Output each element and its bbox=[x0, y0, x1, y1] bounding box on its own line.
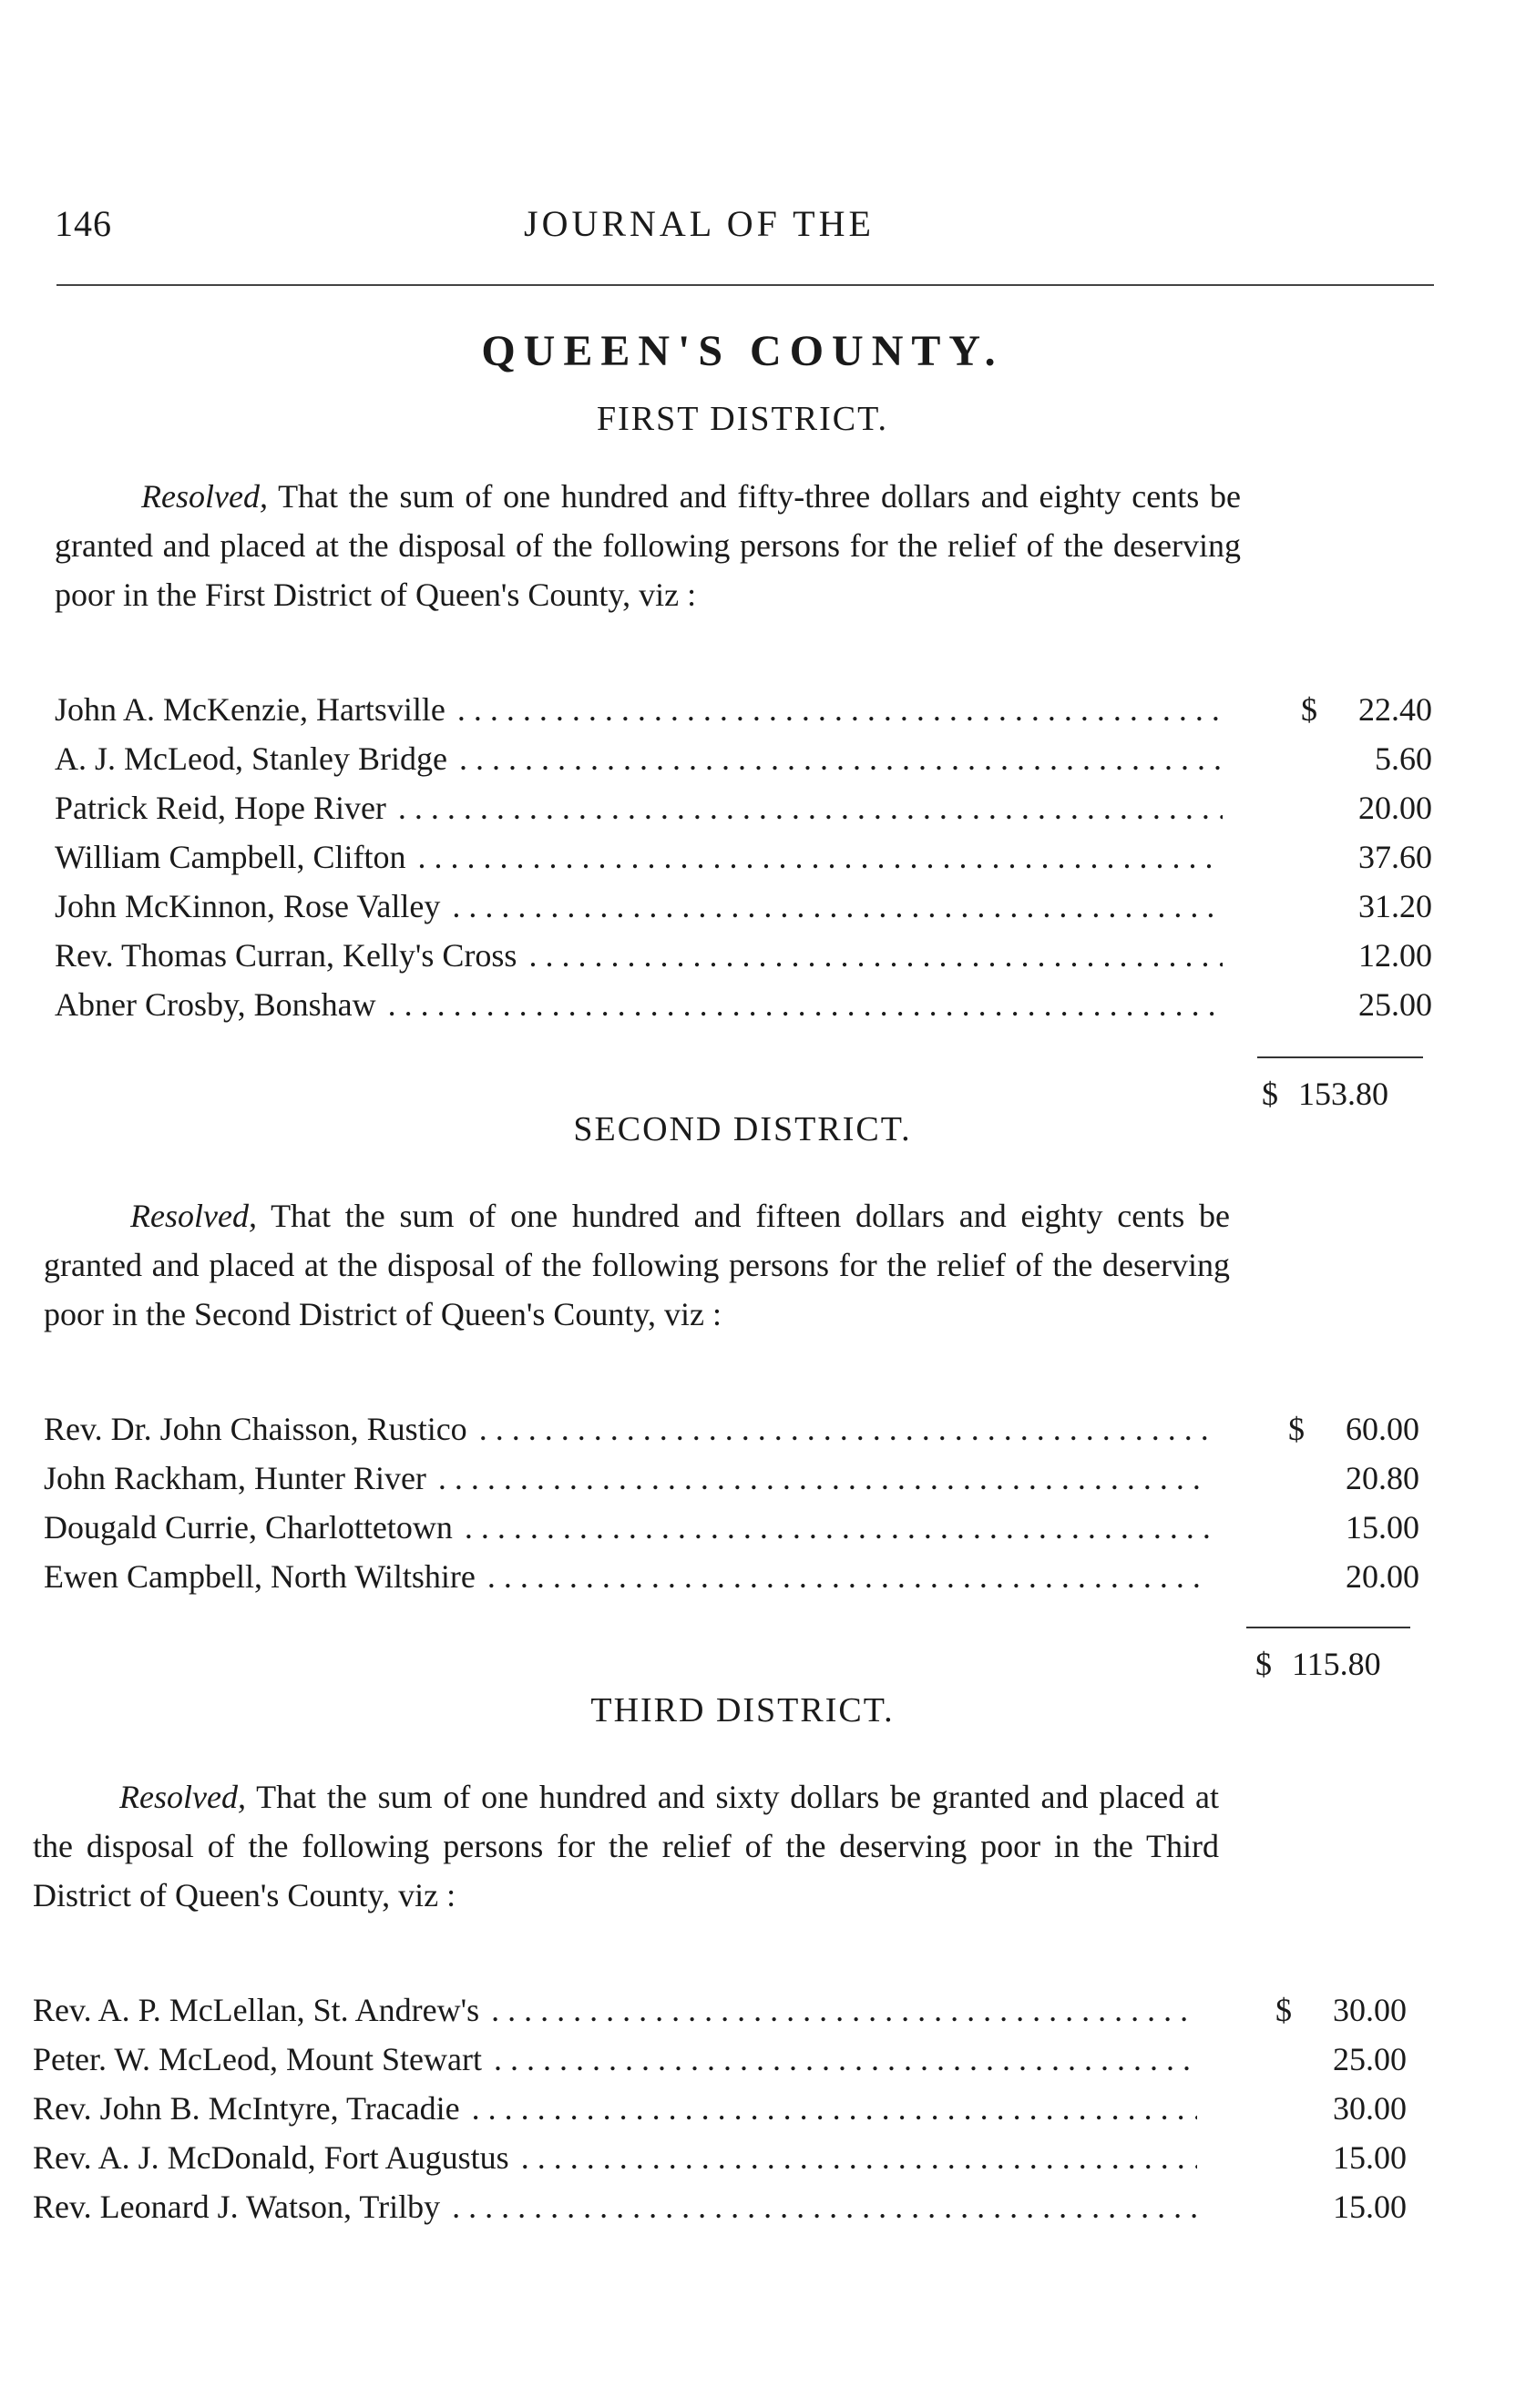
resolved-word: Resolved, bbox=[119, 1779, 246, 1815]
list-item bbox=[55, 838, 1432, 883]
amount: 15.00 bbox=[1346, 1509, 1419, 1546]
list-item bbox=[55, 740, 1432, 785]
recipient-name: Ewen Campbell, North Wiltshire bbox=[44, 1558, 479, 1595]
amount: 5.60 bbox=[1375, 740, 1432, 777]
list-item bbox=[33, 2040, 1407, 2086]
currency-symbol: $ bbox=[1288, 1411, 1305, 1447]
recipient-name: Abner Crosby, Bonshaw bbox=[55, 986, 380, 1023]
list-item bbox=[44, 1459, 1419, 1505]
list-item bbox=[33, 2188, 1407, 2233]
recipient-name: A. J. McLeod, Stanley Bridge bbox=[55, 740, 451, 777]
recipient-name: Rev. Thomas Curran, Kelly's Cross bbox=[55, 937, 520, 974]
amount: 31.20 bbox=[1358, 888, 1432, 924]
recipient-name: Dougald Currie, Charlottetown bbox=[44, 1509, 456, 1546]
first-district-heading: FIRST DISTRICT. bbox=[597, 400, 888, 438]
third-district-resolution bbox=[33, 1772, 1219, 1920]
list-item bbox=[44, 1557, 1419, 1603]
district-total bbox=[1262, 1075, 1388, 1113]
amount: 22.40 bbox=[1358, 691, 1432, 728]
list-item bbox=[55, 887, 1432, 933]
currency-symbol: $ bbox=[1262, 1076, 1278, 1112]
amount: 37.60 bbox=[1358, 839, 1432, 875]
list-item bbox=[33, 1991, 1407, 2036]
resolved-word: Resolved, bbox=[130, 1198, 257, 1234]
third-district-heading: THIRD DISTRICT. bbox=[590, 1691, 895, 1729]
recipient-name: Peter. W. McLeod, Mount Stewart bbox=[33, 2041, 486, 2077]
total-amount: 153.80 bbox=[1298, 1076, 1388, 1112]
second-district-resolution bbox=[44, 1191, 1230, 1339]
district-total bbox=[1255, 1645, 1381, 1683]
amount: 30.00 bbox=[1333, 2090, 1407, 2127]
resolution-text: That the sum of one hundred and fifty-three dollars and eighty cents be granted and placed at the disposal of the following persons for the relief of the deserving poor in the First District of Queen's County, viz : bbox=[55, 478, 1241, 613]
amount: 60.00 bbox=[1346, 1411, 1419, 1447]
recipient-name: John A. McKenzie, Hartsville bbox=[55, 691, 449, 728]
first-district-resolution bbox=[55, 472, 1241, 619]
amount: 20.80 bbox=[1346, 1460, 1419, 1496]
list-item bbox=[55, 690, 1432, 736]
list-item bbox=[33, 2138, 1407, 2184]
resolution-text: That the sum of one hundred and sixty dollars be granted and placed at the disposal of the following persons for the relief of the deserving poor in the Third District of Queen's County, viz : bbox=[33, 1779, 1219, 1913]
amount: 12.00 bbox=[1358, 937, 1432, 974]
amount: 30.00 bbox=[1333, 1992, 1407, 2028]
journal-title: JOURNAL OF THE bbox=[524, 203, 875, 244]
page-number: 146 bbox=[55, 203, 112, 244]
total-amount: 115.80 bbox=[1292, 1646, 1381, 1682]
recipient-name: John McKinnon, Rose Valley bbox=[55, 888, 444, 924]
recipient-name: Rev. John B. McIntyre, Tracadie bbox=[33, 2090, 464, 2127]
sum-rule bbox=[1246, 1627, 1410, 1628]
list-item bbox=[55, 985, 1432, 1031]
second-district-heading: SECOND DISTRICT. bbox=[573, 1110, 912, 1148]
amount: 15.00 bbox=[1333, 2139, 1407, 2176]
amount: 20.00 bbox=[1346, 1558, 1419, 1595]
list-item bbox=[44, 1508, 1419, 1554]
sum-rule bbox=[1257, 1056, 1423, 1058]
resolved-word: Resolved, bbox=[141, 478, 268, 515]
amount: 25.00 bbox=[1358, 986, 1432, 1023]
recipient-name: Rev. Dr. John Chaisson, Rustico bbox=[44, 1411, 471, 1447]
amount: 20.00 bbox=[1358, 790, 1432, 826]
currency-symbol: $ bbox=[1275, 1992, 1292, 2028]
list-item bbox=[33, 2089, 1407, 2135]
list-item bbox=[55, 936, 1432, 982]
recipient-name: William Campbell, Clifton bbox=[55, 839, 410, 875]
currency-symbol: $ bbox=[1255, 1646, 1272, 1682]
list-item bbox=[55, 789, 1432, 834]
amount: 15.00 bbox=[1333, 2189, 1407, 2225]
header-rule bbox=[56, 284, 1434, 286]
running-head bbox=[55, 202, 1439, 248]
amount: 25.00 bbox=[1333, 2041, 1407, 2077]
recipient-name: John Rackham, Hunter River bbox=[44, 1460, 430, 1496]
county-title: QUEEN'S COUNTY. bbox=[481, 327, 1004, 375]
list-item bbox=[44, 1410, 1419, 1455]
recipient-name: Rev. A. P. McLellan, St. Andrew's bbox=[33, 1992, 483, 2028]
recipient-name: Patrick Reid, Hope River bbox=[55, 790, 390, 826]
currency-symbol: $ bbox=[1301, 691, 1317, 728]
recipient-name: Rev. A. J. McDonald, Fort Augustus bbox=[33, 2139, 513, 2176]
recipient-name: Rev. Leonard J. Watson, Trilby bbox=[33, 2189, 444, 2225]
resolution-text: That the sum of one hundred and fifteen dollars and eighty cents be granted and placed at the disposal of the following persons for the relief of the deserving poor in the Second District of Queen's County, viz : bbox=[44, 1198, 1230, 1332]
